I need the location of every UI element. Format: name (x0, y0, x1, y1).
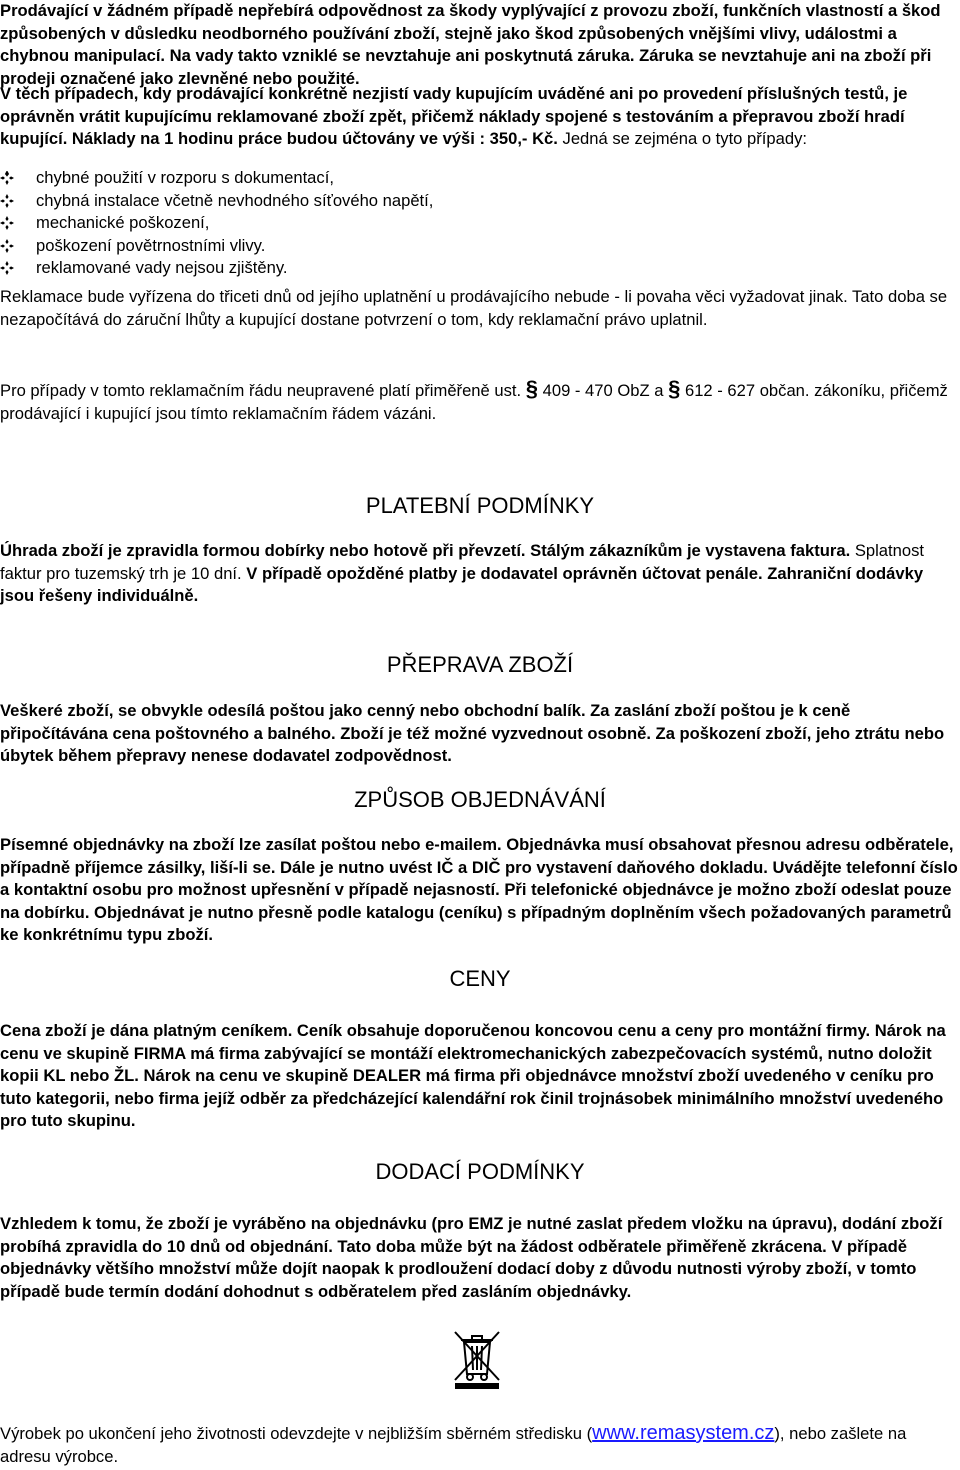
disposal-text-b: ), nebo zašlete na adresu výrobce. (0, 1424, 907, 1466)
paragraph-disposal (0, 1422, 960, 1468)
diamond-bullet-icon (0, 171, 14, 185)
heading-payment-terms: PLATEBNÍ PODMÍNKY (365, 493, 595, 518)
paragraph-testing (0, 83, 960, 151)
payment-bold-text: Úhrada zboží je zpravidla formou dobírky nebo hotově při převzetí. Stálým zákazníkům je vystavena faktura. (0, 541, 851, 560)
liability-bold-text: Prodávající v žádném případě nepřebírá odpovědnost za škody vyplývající z provozu zboží, funkčních vlastností a škod způsobených v důsledku neodborného používání zboží, stejně jako škod způsobených vnějšími vlivy, událostmi a chybnou manipulací. (0, 1, 941, 65)
list-item (0, 235, 433, 258)
diamond-bullet-icon (0, 194, 14, 208)
disposal-text-a: Výrobek po ukončení jeho životnosti odevzdejte v nejbližším sběrném středisku ( (0, 1424, 593, 1443)
section-sign-1: § (525, 376, 538, 401)
paragraph-ordering: Písemné objednávky na zboží lze zasílat poštou nebo e-mailem. Objednávka musí obsahovat přesnou adresu odběratele, případně příjemce zásilky, liší-li se. Dále je nutno uvést IČ a DIČ pro vystavení daňového dokladu. Uvádějte telefonní číslo a kontaktní osobu pro možnost upřesnění v případě nejasností. Při telefonické objednávce je možno zboží odeslat pouze na dobírku. Objednávat je nutno přesně podle katalogu (ceníku) s případným doplněním všech požadovaných parametrů ke konkrétnímu typu zboží. (0, 835, 958, 944)
diamond-bullet-icon (0, 216, 14, 230)
cases-list (0, 167, 433, 280)
paragraph-liability (0, 0, 960, 90)
heading-delivery: DODACÍ PODMÍNKY (375, 1159, 585, 1184)
testing-normal-text: Jedná se zejména o tyto případy: (562, 129, 807, 148)
payment-bold-text-2: V případě opožděné platby je dodavatel oprávněn účtovat penále. Zahraniční dodávky jsou řešeny individuálně. (0, 563, 924, 605)
liability-normal-text: Na vady takto vzniklé se nevztahuje ani poskytnutá záruka. Záruka se nevztahuje ani na zboží při prodeji označené jako zlevněné nebo použité. (0, 46, 932, 88)
list-item-text: mechanické poškození, (36, 213, 210, 232)
legal-text-a: Pro případy v tomto reklamačním řádu neupravené platí přiměřeně ust. (0, 381, 522, 400)
section-sign-2: § (668, 376, 681, 401)
crossed-wheelie-bin-icon (450, 1328, 504, 1390)
paragraph-prices: Cena zboží je dána platným ceníkem. Ceník obsahuje doporučenou koncovou cenu a ceny pro montážní firmy. Nárok na cenu ve skupině FIRMA má firma zabývající se montáží elektromechanických zabezpečovacích systémů, nutno doložit kopii KL nebo ŽL. Nárok na cenu ve skupině DEALER má firma při objednávce množství zboží uvedeného v ceníku pro tuto kategorii, nebo firma jejíž odběr za předcházející kalendářní rok činil trojnásobek minimálního množství uvedeného pro tuto skupinu. (0, 1021, 946, 1130)
paragraph-delivery: Vzhledem k tomu, že zboží je vyráběno na objednávku (pro EMZ je nutné zaslat předem vložku na úpravu), dodání zboží probíhá zpravidla do 10 dnů od objednání. Tato doba může být na žádost odběratele přiměřeně zkrácena. V případě objednávky většího množství může dojít naopak k prodloužení dodací doby z důvodu nutnosti výroby zboží, v tomto případě bude termín dodání dohodnut s odběratelem před zasláním objednávky. (0, 1214, 943, 1301)
list-item (0, 212, 433, 235)
payment-normal-text: Splatnost faktur pro tuzemský trh je 10 dní. (0, 541, 925, 583)
heading-ordering: ZPŮSOB OBJEDNÁVÁNÍ (354, 787, 606, 812)
list-item (0, 190, 433, 213)
legal-text-b: 409 - 470 ObZ a (542, 381, 664, 400)
list-item-text: chybné použití v rozporu s dokumentací, (36, 168, 334, 187)
list-item-text: reklamované vady nejsou zjištěny. (36, 258, 288, 277)
list-item-text: chybná instalace včetně nevhodného síťového napětí, (36, 190, 434, 210)
paragraph-payment (0, 540, 960, 608)
list-item (0, 167, 433, 190)
testing-bold-text: V těch případech, kdy prodávající konkrétně nezjistí vady kupujícím uváděné ani po provedení příslušných testů, je oprávněn vrátit kupujícímu reklamované zboží zpět, přičemž náklady spojené s testováním a přepravou zboží hradí kupující. Náklady na 1 hodinu práce budou účtovány ve výši : 350,- Kč. (0, 84, 908, 148)
heading-prices: CENY (449, 966, 511, 991)
list-item (0, 257, 433, 280)
list-item-text: poškození povětrnostními vlivy. (36, 235, 266, 255)
paragraph-legal-reference (0, 378, 960, 425)
diamond-bullet-icon (0, 261, 14, 275)
diamond-bullet-icon (0, 239, 14, 253)
remasystem-link[interactable]: www.remasystem.cz (592, 1422, 775, 1444)
paragraph-shipping: Veškeré zboží, se obvykle odesílá poštou jako cenný nebo obchodní balík. Za zaslání zboží poštou je k ceně připočítávána cena poštovného a balného. Zboží je též možné vyzvednout osobně. Za poškození zboží, jeho ztrátu nebo úbytek během přepravy nenese dodavatel zodpovědnost. (0, 701, 945, 765)
legal-text-c: 612 - 627 občan. zákoníku, přičemž prodávající i kupující jsou tímto reklamačním řádem vázáni. (0, 381, 948, 423)
paragraph-complaint-handling: Reklamace bude vyřízena do třiceti dnů od jejího uplatnění u prodávajícího nebude - li povaha věci vyžadovat jinak. Tato doba se nezapočítává do záruční lhůty a kupující dostane potvrzení o tom, kdy reklamační právo uplatnil. (0, 287, 948, 329)
heading-shipping: PŘEPRAVA ZBOŽÍ (386, 652, 574, 677)
